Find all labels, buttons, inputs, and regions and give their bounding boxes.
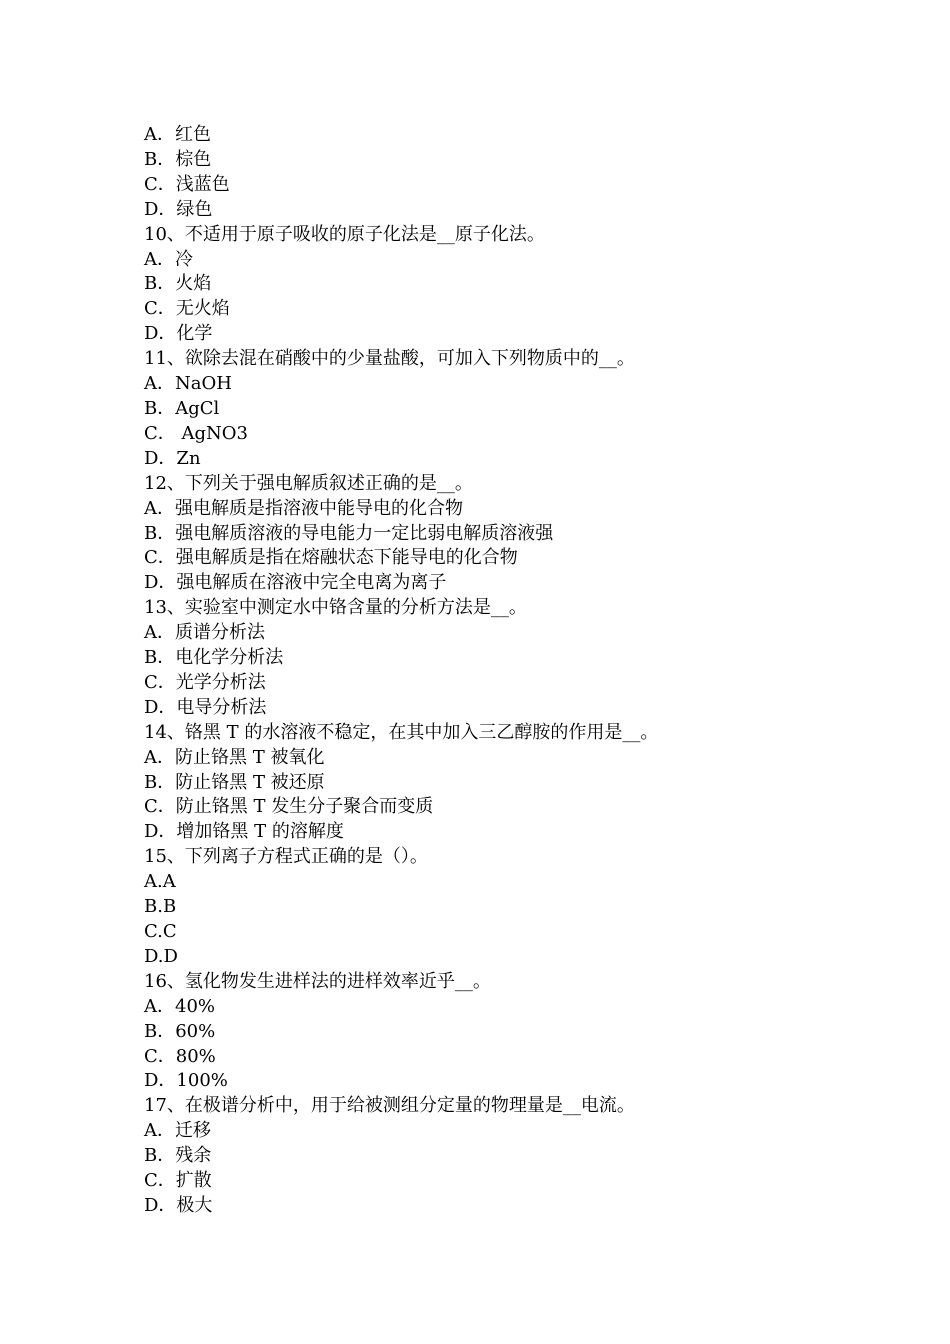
text-line: D．绿色 xyxy=(144,198,213,220)
text-line: C．光学分析法 xyxy=(144,671,266,693)
text-line: 11、欲除去混在硝酸中的少量盐酸，可加入下列物质中的__。 xyxy=(144,348,635,370)
text-line: D．Zn xyxy=(144,447,201,469)
text-line: D．电导分析法 xyxy=(144,696,267,718)
text-line: D．极大 xyxy=(144,1194,213,1216)
text-line: A．NaOH xyxy=(144,373,232,395)
text-line: B．火焰 xyxy=(144,273,212,295)
text-line: A．40% xyxy=(144,995,216,1017)
text-line: C．扩散 xyxy=(144,1170,212,1192)
text-line: C．无火焰 xyxy=(144,298,230,320)
text-line: C．强电解质是指在熔融状态下能导电的化合物 xyxy=(144,547,518,569)
text-line: B．60% xyxy=(144,1020,216,1042)
text-line: 16、氢化物发生进样法的进样效率近乎__。 xyxy=(144,970,491,992)
text-line: B.B xyxy=(144,896,177,918)
text-line: 15、下列离子方程式正确的是（）。 xyxy=(144,846,428,868)
text-line: 12、下列关于强电解质叙述正确的是__。 xyxy=(144,472,473,494)
text-line: B．电化学分析法 xyxy=(144,647,284,669)
text-line: 13、实验室中测定水中铬含量的分析方法是__。 xyxy=(144,597,527,619)
text-line: B．强电解质溶液的导电能力一定比弱电解质溶液强 xyxy=(144,522,554,544)
text-line: A．冷 xyxy=(144,248,193,270)
text-line: 17、在极谱分析中，用于给被测组分定量的物理量是__电流。 xyxy=(144,1095,635,1117)
text-line: D.D xyxy=(144,945,178,967)
text-line: A．质谱分析法 xyxy=(144,622,265,644)
text-line: C.C xyxy=(144,921,177,942)
text-line: D．增加铬黑 T 的溶解度 xyxy=(144,821,344,843)
text-line: D．100% xyxy=(144,1070,228,1092)
text-line: D．化学 xyxy=(144,323,213,345)
text-line: A．红色 xyxy=(144,124,211,145)
text-line: 14、铬黑 T 的水溶液不稳定，在其中加入三乙醇胺的作用是__。 xyxy=(144,721,659,743)
text-line: C． AgNO3 xyxy=(144,422,248,444)
text-line: A.A xyxy=(144,871,176,893)
text-line: D．强电解质在溶液中完全电离为离子 xyxy=(144,572,447,594)
question-list xyxy=(144,123,844,1219)
text-line: 10、不适用于原子吸收的原子化法是__原子化法。 xyxy=(144,223,545,245)
text-line: A．迁移 xyxy=(144,1120,211,1142)
text-line: B．防止铬黑 T 被还原 xyxy=(144,771,325,793)
text-line: A．强电解质是指溶液中能导电的化合物 xyxy=(144,497,463,519)
text-line: B．棕色 xyxy=(144,148,212,170)
text-line: C．80% xyxy=(144,1045,216,1067)
text-line: A．防止铬黑 T 被氧化 xyxy=(144,746,325,768)
text-line: B．AgCl xyxy=(144,397,220,419)
text-line: C．防止铬黑 T 发生分子聚合而变质 xyxy=(144,796,434,818)
text-line: B．残余 xyxy=(144,1145,212,1167)
text-line: C．浅蓝色 xyxy=(144,173,230,195)
